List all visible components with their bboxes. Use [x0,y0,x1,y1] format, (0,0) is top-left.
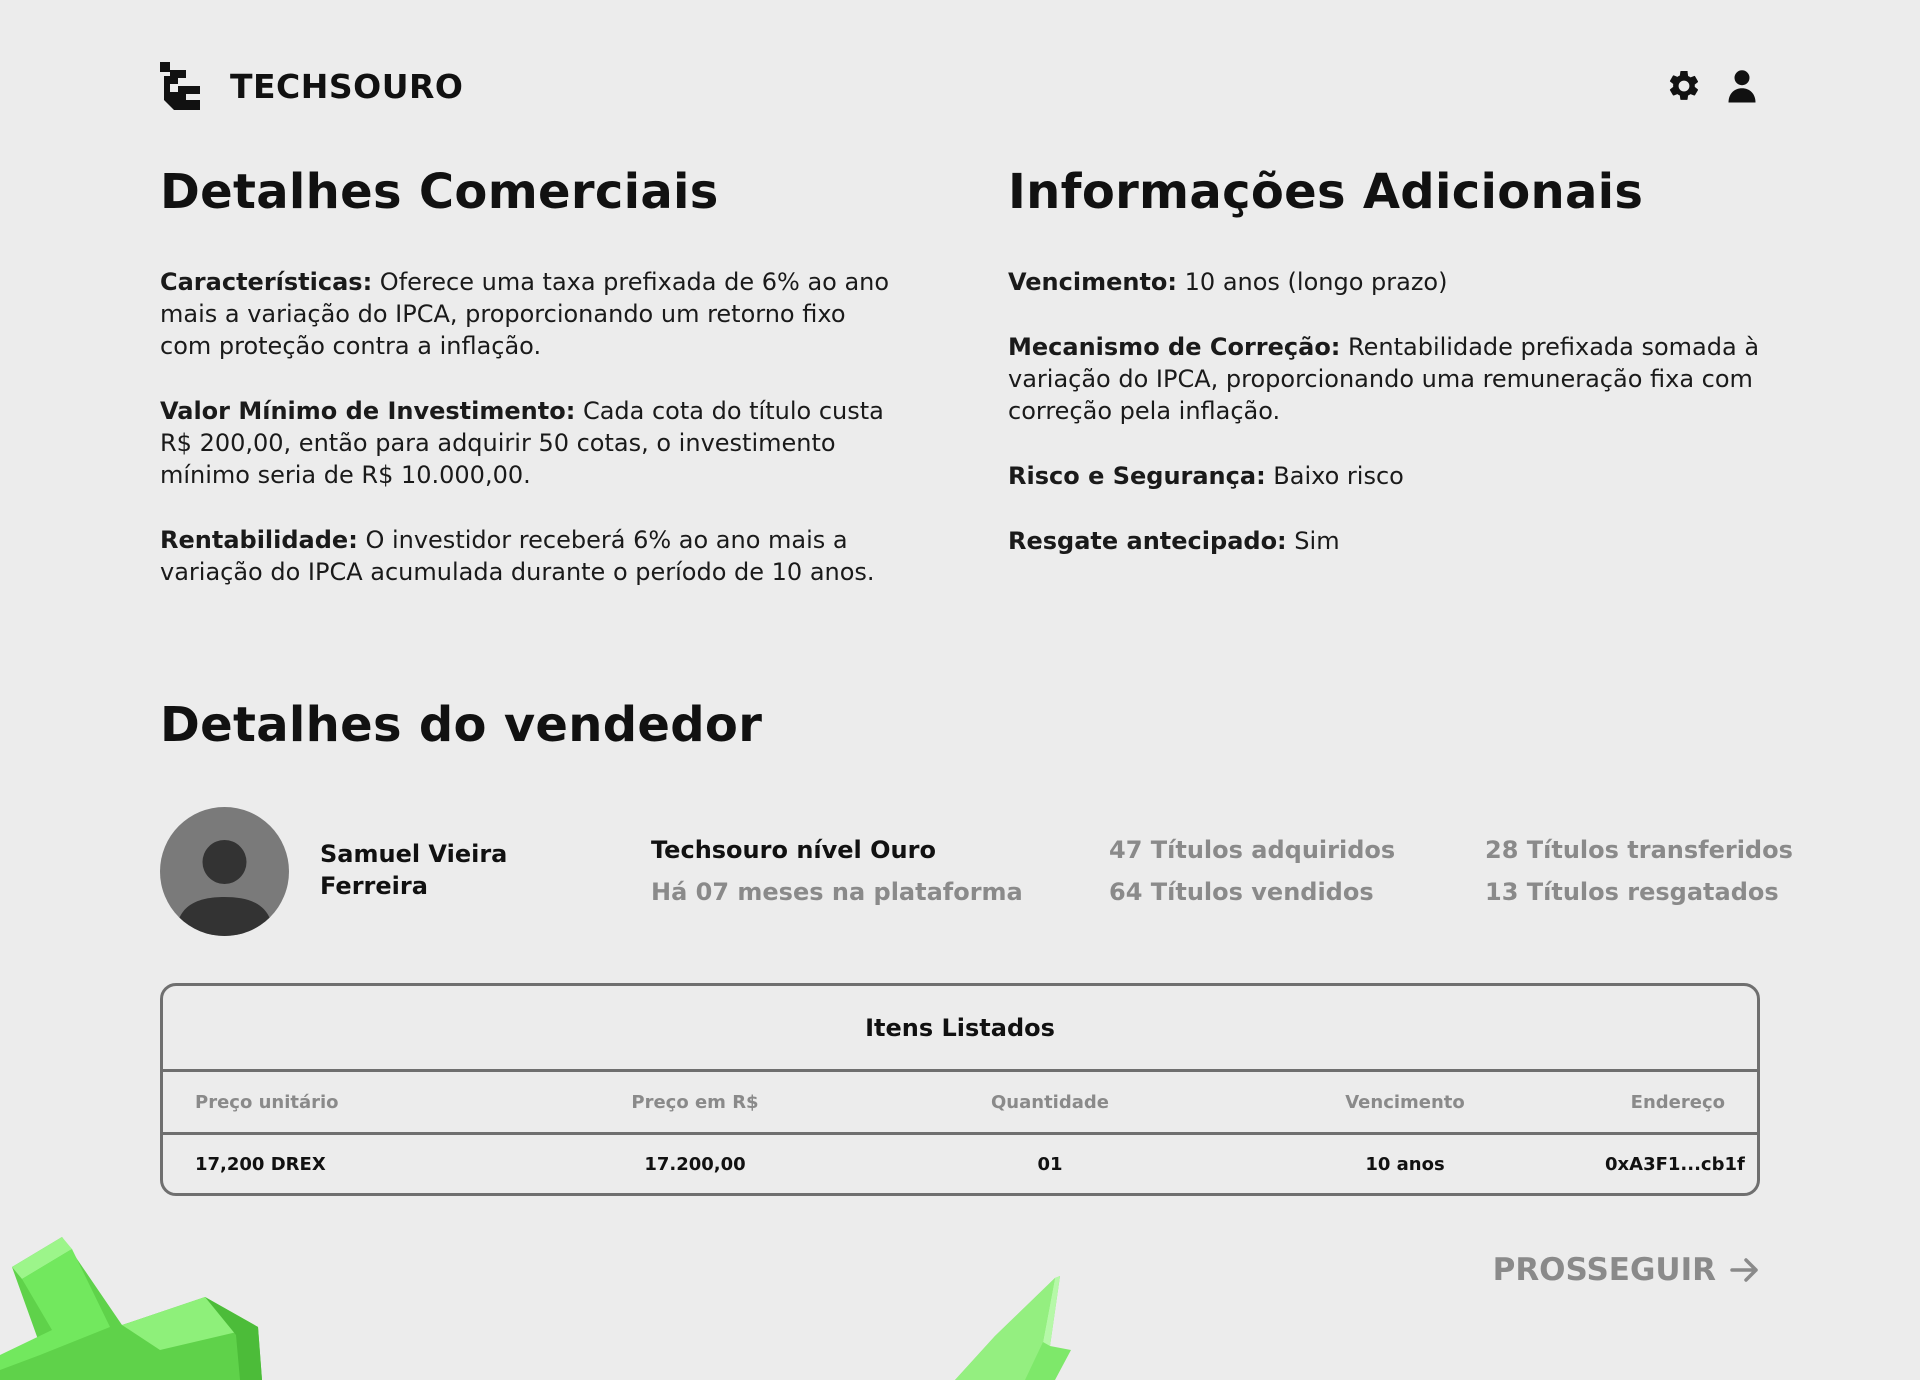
gear-icon[interactable] [1666,68,1702,104]
brand-name: TECHSOURO [230,66,464,106]
table-title: Itens Listados [163,986,1757,1072]
green-deco-shape-left [0,1235,270,1380]
commercial-title: Detalhes Comerciais [160,164,719,220]
stat-redeemed: 13 Títulos resgatados [1485,878,1779,906]
commercial-details [160,266,900,621]
commercial-item: Características: Oferece uma taxa prefixada de 6% ao ano mais a variação do IPCA, proporcionando um retorno fixo com proteção contra a inflação. [160,268,890,360]
seller-title: Detalhes do vendedor [160,697,763,753]
proceed-label: PROSSEGUIR [1492,1252,1716,1288]
additional-item: Mecanismo de Correção: Rentabilidade prefixada somada à variação do IPCA, proporcionando uma remuneração fixa com correção pela inflação. [1008,333,1760,425]
additional-title: Informações Adicionais [1008,164,1644,220]
additional-item: Resgate antecipado: Sim [1008,527,1340,555]
commercial-item: Rentabilidade: O investidor receberá 6% ao ano mais a variação do IPCA acumulada durante o período de 10 anos. [160,526,875,586]
table-header [163,1072,1757,1135]
column-header: Endereço [1630,1091,1725,1113]
brand-logo[interactable] [160,62,463,110]
seller-since: Há 07 meses na plataforma [651,878,1023,906]
cell-quantity: 01 [1037,1153,1063,1175]
listed-items-table [160,983,1760,1196]
stat-sold: 64 Títulos vendidos [1109,878,1374,906]
cell-address: 0xA3F1...cb1f [1605,1153,1745,1175]
proceed-button[interactable] [1493,1252,1760,1288]
arrow-right-icon [1730,1257,1760,1283]
commercial-item: Valor Mínimo de Investimento: Cada cota do título custa R$ 200,00, então para adquirir 50 cotas, o investimento mínimo seria de R$ 10.000,00. [160,397,884,489]
stat-transferred: 28 Títulos transferidos [1485,836,1793,864]
avatar-placeholder-icon [160,807,289,936]
header-actions [1666,68,1760,104]
cell-maturity: 10 anos [1365,1153,1445,1175]
green-deco-shape-center [955,1276,1075,1380]
seller-name[interactable]: Samuel Vieira Ferreira [320,840,508,900]
seller-stats-1 [1109,829,1395,913]
column-header: Preço em R$ [631,1091,759,1113]
column-header: Quantidade [991,1091,1109,1113]
seller-level: Techsouro nível Ouro [651,836,936,864]
cell-unit-price: 17,200 DREX [195,1153,326,1175]
techsouro-logo-icon [160,62,200,110]
table-row[interactable] [163,1135,1757,1193]
seller-level-block [651,829,1023,913]
seller-stats-2 [1485,829,1793,913]
avatar[interactable] [160,807,289,936]
additional-item: Risco e Segurança: Baixo risco [1008,462,1404,490]
additional-details [1008,266,1760,590]
stat-acquired: 47 Títulos adquiridos [1109,836,1396,864]
user-icon[interactable] [1724,68,1760,104]
column-header: Vencimento [1345,1091,1465,1113]
additional-item: Vencimento: 10 anos (longo prazo) [1008,268,1448,296]
column-header: Preço unitário [195,1091,339,1113]
cell-price-brl: 17.200,00 [644,1153,746,1175]
